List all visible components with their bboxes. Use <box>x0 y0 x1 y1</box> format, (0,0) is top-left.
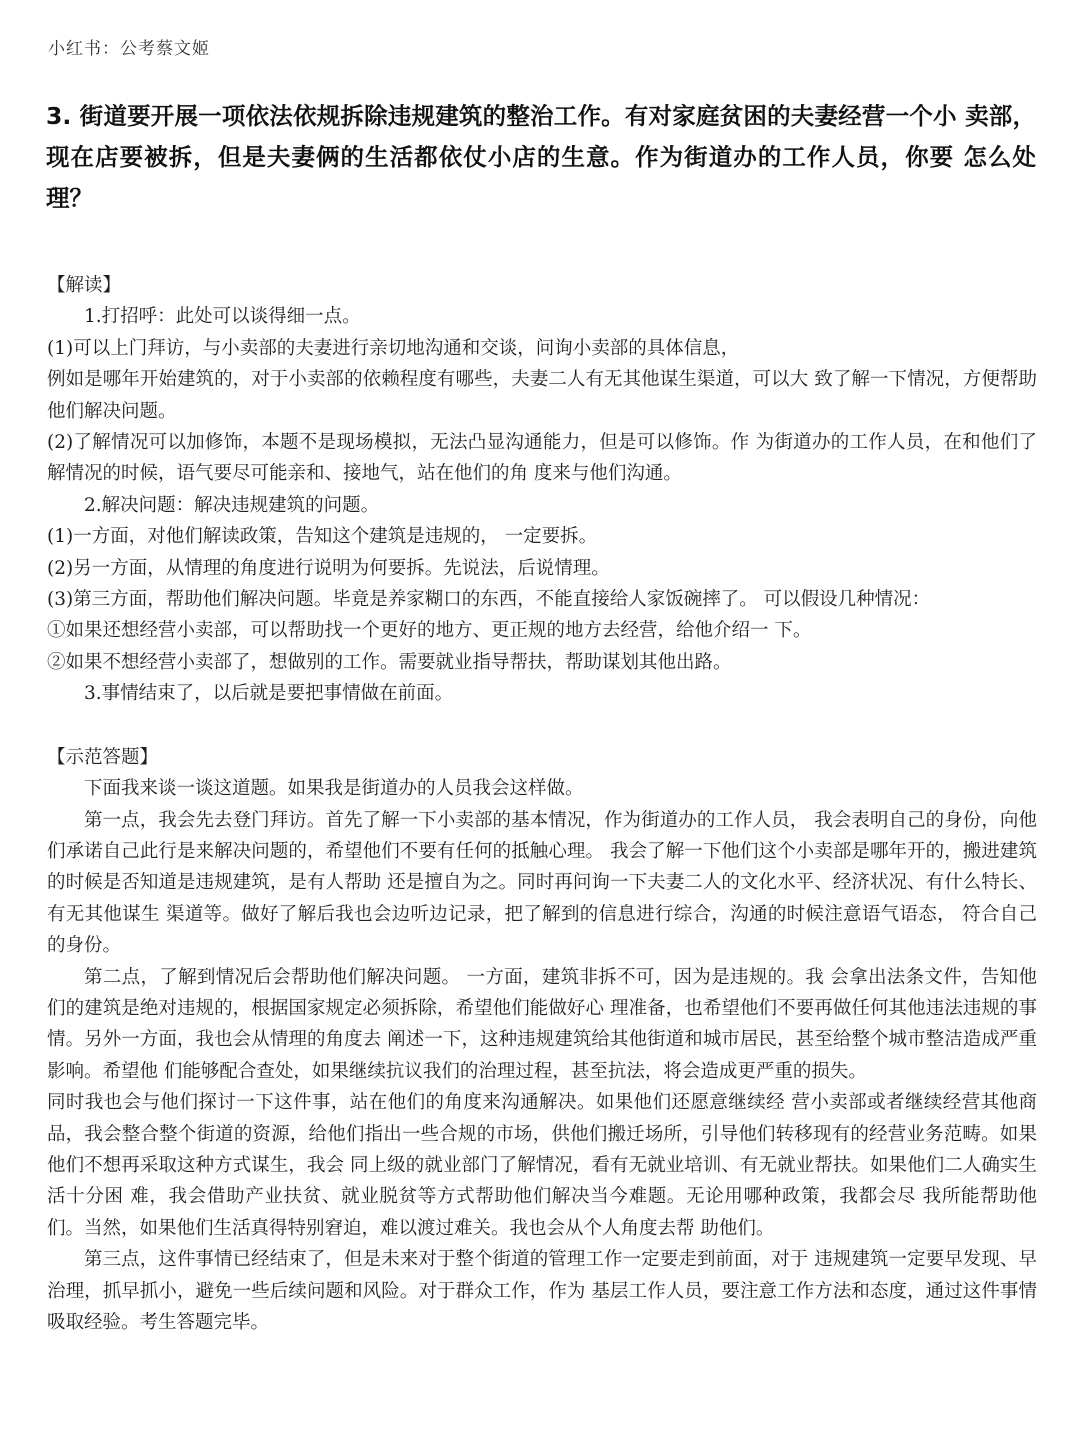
analysis-line: (1)一方面，对他们解读政策，告知这个建筑是违规的， 一定要拆。 <box>47 526 598 548</box>
analysis-line: (1)可以上门拜访，与小卖部的夫妻进行亲切地沟通和交谈，问询小卖部的具体信息， <box>47 337 740 359</box>
question-text: 3. 街道要开展一项依法依规拆除违规建筑的整治工作。有对家庭贫困的夫妻经营一个小 卖部，现在店要被拆，但是夫妻俩的生活都依仗小店的生意。作为街道办的工作人员，你要 怎么处理？ <box>46 102 1036 212</box>
answer-paragraph: 同时我也会与他们探讨一下这件事，站在他们的角度来沟通解决。如果他们还愿意继续经 营小卖部或者继续经营其他商品，我会整合整个街道的资源，给他们指出一些合规的市场，供他们搬迁场所，引导他们转移现有的经营业务范畴。如果他们不想再采取这种方式谋生，我会 同上级的就业部门了解情况，看有无就业培训、有无就业帮扶。如果他们二人确实生活十分困 难，我会借助产业扶贫、就业脱贫等方式帮助他们解决当今难题。无论用哪种政策，我都会尽 我所能帮助他们。当然，如果他们生活真得特别窘迫，难以渡过难关。我也会从个人角度去帮 助他们。 <box>47 1092 1037 1239</box>
analysis-line: 例如是哪年开始建筑的，对于小卖部的依赖程度有哪些，夫妻二人有无其他谋生渠道，可以大 致了解一下情况，方便帮助他们解决问题。 <box>47 369 1037 422</box>
analysis-line: (3)第三方面，帮助他们解决问题。毕竟是养家糊口的东西，不能直接给人家饭碗摔了。 可以假设几种情况： <box>47 589 931 611</box>
answer-heading: 【示范答题】 <box>47 746 159 768</box>
section-gap <box>47 710 1037 742</box>
answer-paragraph: 第一点，我会先去登门拜访。首先了解一下小卖部的基本情况，作为街道办的工作人员， 我会表明自己的身份，向他们承诺自己此行是来解决问题的，希望他们不要有任何的抵触心理。 我会了解一下他们这个小卖部是哪年开的，搬进建筑的时候是否知道是违规建筑，是有人帮助 还是擅自为之。同时再问询一下夫妻二人的文化水平、经济状况、有什么特长、有无其他谋生 渠道等。做好了解后我也会边听边记录，把了解到的信息进行综合，沟通的时候注意语气语态， 符合自己的身份。 <box>47 809 1037 957</box>
analysis-line: ②如果不想经营小卖部了，想做别的工作。需要就业指导帮扶，帮助谋划其他出路。 <box>47 651 732 673</box>
analysis-line: 3.事情结束了，以后就是要把事情做在前面。 <box>84 683 454 705</box>
analysis-heading: 【解读】 <box>47 275 122 296</box>
analysis-line: (2)另一方面，从情理的角度进行说明为何要拆。先说法，后说情理。 <box>47 557 610 579</box>
analysis-line: ①如果还想经营小卖部，可以帮助找一个更好的地方、更正规的地方去经营，给他介绍一 下。 <box>47 620 812 642</box>
document-body <box>47 270 1037 1338</box>
analysis-line: 1.打招呼：此处可以谈得细一点。 <box>84 306 361 328</box>
source-label: 小红书：公考蔡文姬 <box>48 39 210 59</box>
answer-paragraph: 下面我来谈一谈这道题。如果我是街道办的人员我会这样做。 <box>84 778 584 800</box>
answer-paragraph: 第三点，这件事情已经结束了，但是未来对于整个街道的管理工作一定要走到前面，对于 违规建筑一定要早发现、早治理，抓早抓小，避免一些后续问题和风险。对于群众工作，作为 基层工作人员，要注意工作方法和态度，通过这件事情吸取经验。考生答题完毕。 <box>47 1249 1037 1333</box>
analysis-line: 2.解决问题：解决违规建筑的问题。 <box>84 494 380 516</box>
answer-paragraph: 第二点，了解到情况后会帮助他们解决问题。 一方面，建筑非拆不可，因为是违规的。我 会拿出法条文件，告知他们的建筑是绝对违规的，根据国家规定必须拆除，希望他们能做好心 理准备，也希望他们不要再做任何其他违法违规的事情。另外一方面，我也会从情理的角度去 阐述一下，这种违规建筑给其他街道和城市居民，甚至给整个城市整洁造成严重影响。希望他 们能够配合查处，如果继续抗议我们的治理过程，甚至抗法，将会造成更严重的损失。 <box>47 966 1037 1082</box>
analysis-line: (2)了解情况可以加修饰，本题不是现场模拟，无法凸显沟通能力，但是可以修饰。作 为街道办的工作人员，在和他们了解情况的时候，语气要尽可能亲和、接地气，站在他们的角 度来与他们沟通。 <box>47 432 1037 485</box>
